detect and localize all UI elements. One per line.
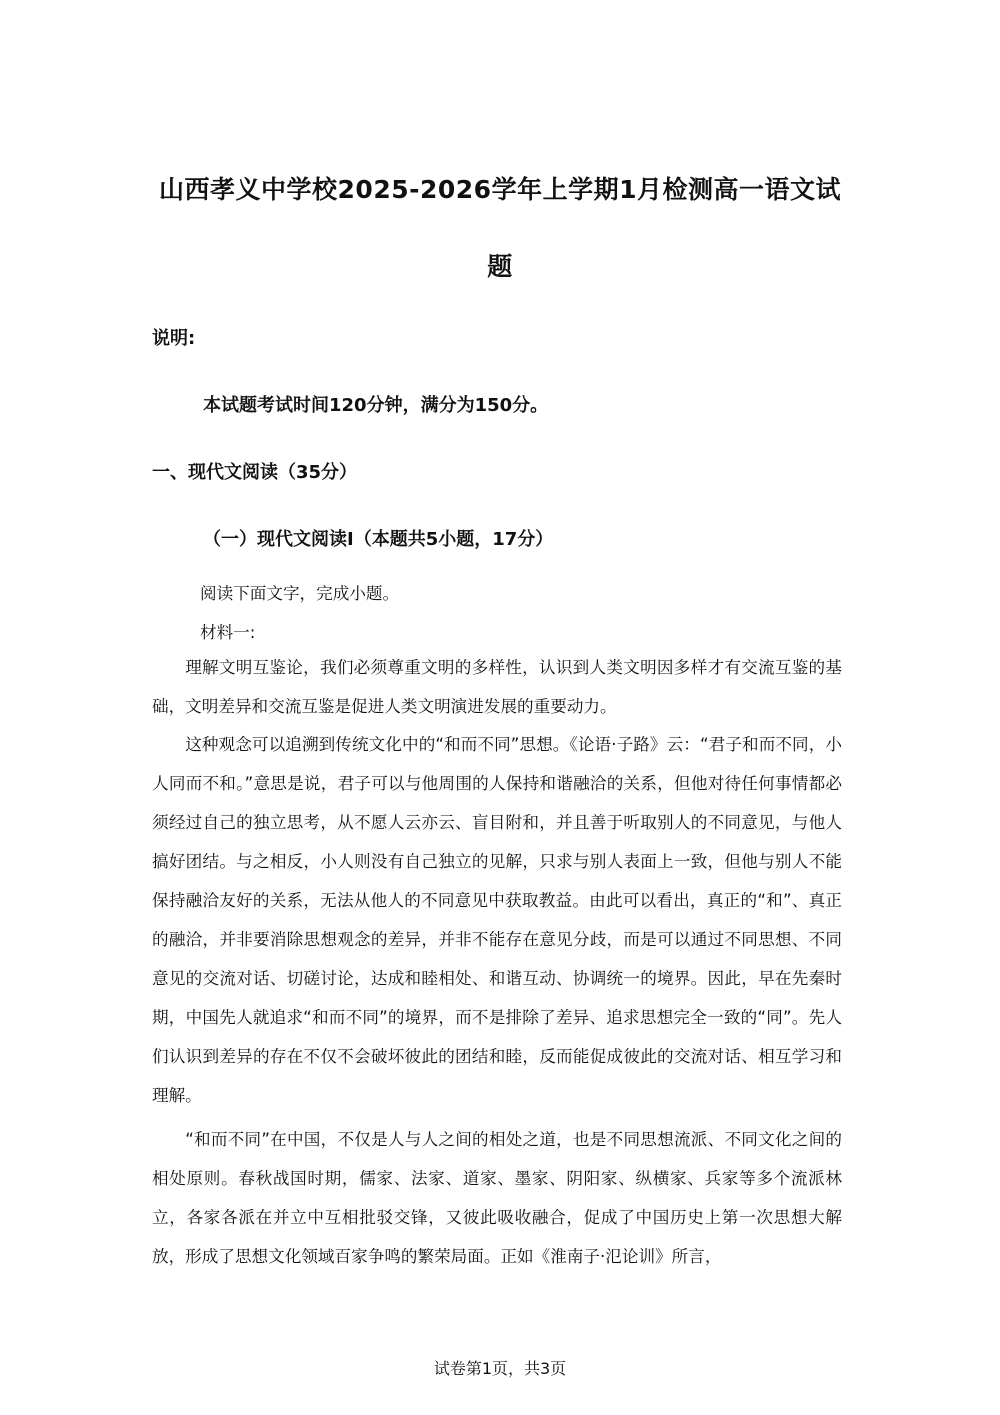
paragraph-3: “和而不同”在中国，不仅是人与人之间的相处之道，也是不同思想流派、不同文化之间的相处原则。春秋战国时期，儒家、法家、道家、墨家、阴阳家、纵横家、兵家等多个流派林立，各家各派在并立中互相批驳交锋，又彼此吸收融合，促成了中国历史上第一次思想大解放，形成了思想文化领域百家争鸣的繁荣局面。正如《淮南子·氾论训》所言， (152, 1130, 842, 1266)
paragraph-2: 这种观念可以追溯到传统文化中的“和而不同”思想。《论语·子路》云：“君子和而不同，小人同而不和。”意思是说，君子可以与他周围的人保持和谐融洽的关系，但他对待任何事情都必须经过自己的独立思考，从不愿人云亦云、盲目附和，并且善于听取别人的不同意见，与他人搞好团结。与之相反，小人则没有自己独立的见解，只求与别人表面上一致，但他与别人不能保持融洽友好的关系，无法从他人的不同意见中获取教益。由此可以看出，真正的“和”、真正的融洽，并非要消除思想观念的差异，并非不能存在意见分歧，而是可以通过不同思想、不同意见的交流对话、切磋讨论，达成和睦相处、和谐互动、协调统一的境界。因此，早在先秦时期，中国先人就追求“和而不同”的境界，而不是排除了差异、追求思想完全一致的“同”。先人们认识到差异的存在不仅不会破坏彼此的团结和睦，反而能促成彼此的交流对话、相互学习和理解。 (152, 735, 842, 1105)
material-label: 材料一: (200, 623, 256, 642)
page-footer: 试卷第1页，共3页 (433, 1359, 567, 1378)
subsection-heading: （一）现代文阅读I（本题共5小题，17分） (203, 529, 554, 550)
section-heading: 一、现代文阅读（35分） (152, 462, 358, 483)
reading-instruction: 阅读下面文字，完成小题。 (200, 584, 400, 603)
exam-title: 山西孝义中学校2025-2026学年上学期1月检测高一语文试 (159, 175, 841, 204)
paragraph-1: 理解文明互鉴论，我们必须尊重文明的多样性，认识到人类文明因多样才有交流互鉴的基础，文明差异和交流互鉴是促进人类文明演进发展的重要动力。 (152, 658, 842, 716)
exam-title-continued: 题 (487, 252, 513, 281)
explanation-text: 本试题考试时间120分钟，满分为150分。 (203, 395, 549, 416)
explanation-label: 说明: (152, 328, 196, 349)
